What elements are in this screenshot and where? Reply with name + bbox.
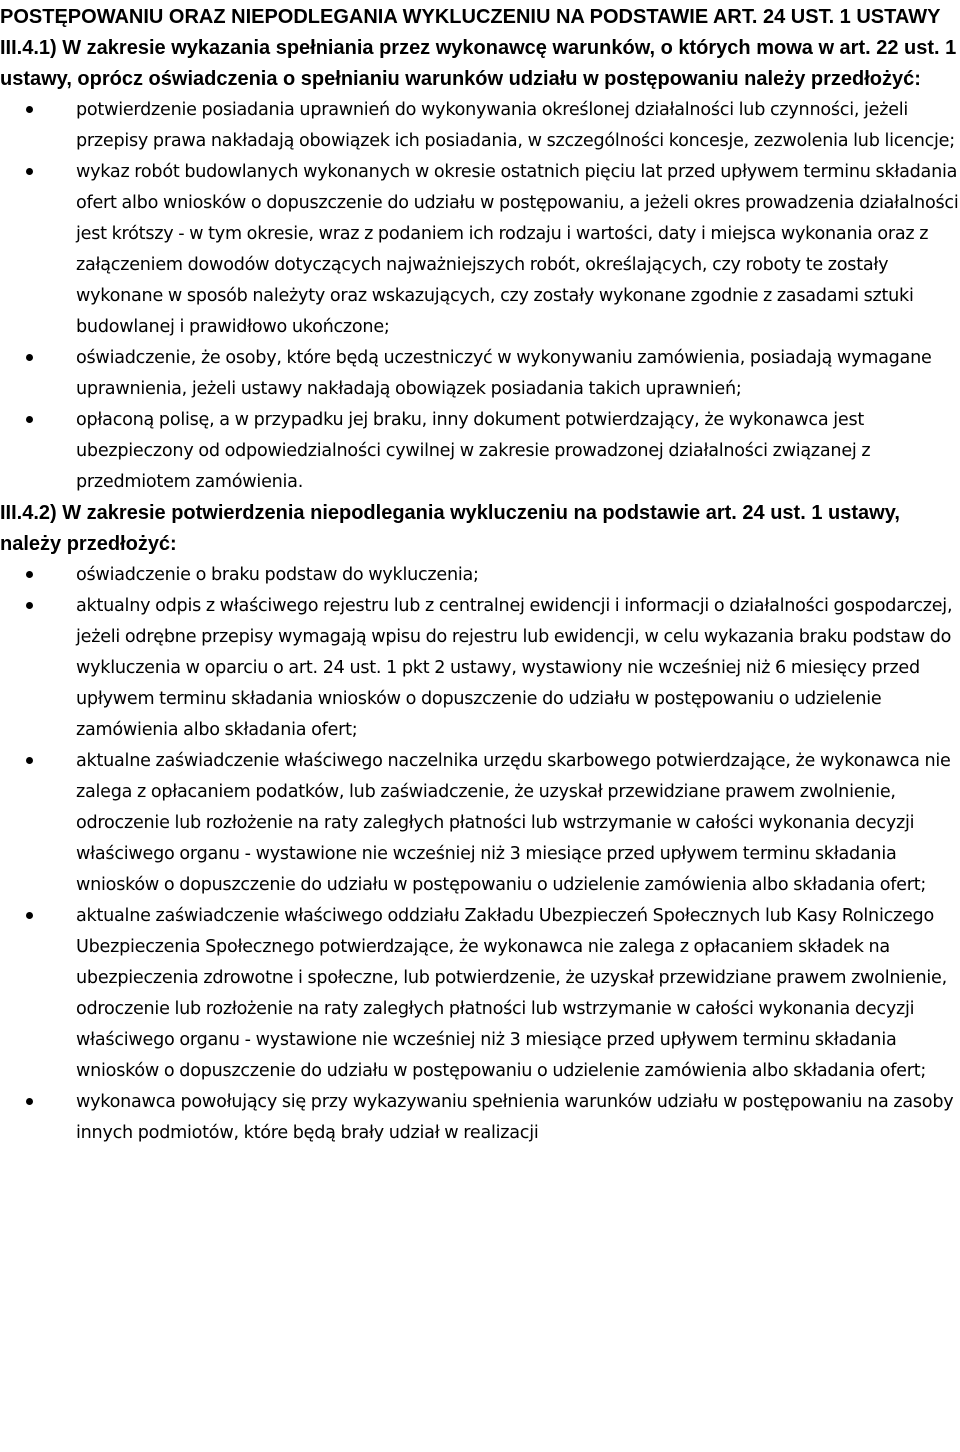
list-item xyxy=(0,560,960,591)
section-2-list xyxy=(0,560,960,1149)
bullet-icon xyxy=(26,106,33,113)
list-item-text: opłaconą polisę, a w przypadku jej braku, inny dokument potwierdzający, że wykonawca jest ubezpieczony od odpowiedzialności cywilnej w zakresie prowadzonej działalności związanej z przedmiotem zamówienia. xyxy=(76,410,871,492)
bullet-icon xyxy=(26,354,33,361)
list-item-text: oświadczenie o braku podstaw do wykluczenia; xyxy=(76,565,479,585)
bullet-icon xyxy=(26,757,33,764)
section-1-heading: POSTĘPOWANIU ORAZ NIEPODLEGANIA WYKLUCZENIU NA PODSTAWIE ART. 24 UST. 1 USTAWY III.4.1) W zakresie wykazania spełniania przez wykonawcę warunków, o których mowa w art. 22 ust. 1 ustawy, oprócz oświadczenia o spełnianiu warunków udziału w postępowaniu należy przedłożyć: xyxy=(0,6,957,90)
list-item xyxy=(0,95,960,157)
bullet-icon xyxy=(26,416,33,423)
list-item-text: potwierdzenie posiadania uprawnień do wykonywania określonej działalności lub czynności, jeżeli przepisy prawa nakładają obowiązek ich posiadania, w szczególności koncesje, zezwolenia lub licencje; xyxy=(76,100,955,151)
section-1-list xyxy=(0,95,960,498)
list-item xyxy=(0,901,960,1087)
section-2-heading: III.4.2) W zakresie potwierdzenia niepodlegania wykluczeniu na podstawie art. 24 ust. 1 ustawy, należy przedłożyć: xyxy=(0,502,900,555)
list-item-text: wykaz robót budowlanych wykonanych w okresie ostatnich pięciu lat przed upływem terminu składania ofert albo wniosków o dopuszczenie do udziału w postępowaniu, a jeżeli okres prowadzenia działalności jest krótszy - w tym okresie, wraz z podaniem ich rodzaju i wartości, daty i miejsca wykonania oraz z załączeniem dowodów dotyczących najważniejszych robót, określających, czy roboty te zostały wykonane w sposób należyty oraz wskazujących, czy zostały wykonane zgodnie z zasadami sztuki budowlanej i prawidłowo ukończone; xyxy=(76,162,959,337)
list-item-text: aktualne zaświadczenie właściwego naczelnika urzędu skarbowego potwierdzające, że wykonawca nie zalega z opłacaniem podatków, lub zaświadczenie, że uzyskał przewidziane prawem zwolnienie, odroczenie lub rozłożenie na raty zaległych płatności lub wstrzymanie w całości wykonania decyzji właściwego organu - wystawione nie wcześniej niż 3 miesiące przed upływem terminu składania wniosków o dopuszczenie do udziału w postępowaniu o udzielenie zamówienia albo składania ofert; xyxy=(76,751,951,895)
list-item xyxy=(0,405,960,498)
bullet-icon xyxy=(26,571,33,578)
bullet-icon xyxy=(26,1098,33,1105)
list-item xyxy=(0,157,960,343)
list-item xyxy=(0,746,960,901)
bullet-icon xyxy=(26,912,33,919)
list-item-text: aktualne zaświadczenie właściwego oddziału Zakładu Ubezpieczeń Społecznych lub Kasy Rolniczego Ubezpieczenia Społecznego potwierdzające, że wykonawca nie zalega z opłacaniem składek na ubezpieczenia zdrowotne i społeczne, lub potwierdzenie, że uzyskał przewidziane prawem zwolnienie, odroczenie lub rozłożenie na raty zaległych płatności lub wstrzymanie w całości wykonania decyzji właściwego organu - wystawione nie wcześniej niż 3 miesiące przed upływem terminu składania wniosków o dopuszczenie do udziału w postępowaniu o udzielenie zamówienia albo składania ofert; xyxy=(76,906,947,1081)
list-item-text: oświadczenie, że osoby, które będą uczestniczyć w wykonywaniu zamówienia, posiadają wymagane uprawnienia, jeżeli ustawy nakładają obowiązek posiadania takich uprawnień; xyxy=(76,348,932,399)
list-item xyxy=(0,1087,960,1149)
bullet-icon xyxy=(26,168,33,175)
list-item xyxy=(0,343,960,405)
bullet-icon xyxy=(26,602,33,609)
list-item xyxy=(0,591,960,746)
list-item-text: wykonawca powołujący się przy wykazywaniu spełnienia warunków udziału w postępowaniu na zasoby innych podmiotów, które będą brały udział w realizacji xyxy=(76,1092,954,1143)
list-item-text: aktualny odpis z właściwego rejestru lub z centralnej ewidencji i informacji o działalności gospodarczej, jeżeli odrębne przepisy wymagają wpisu do rejestru lub ewidencji, w celu wykazania braku podstaw do wykluczenia w oparciu o art. 24 ust. 1 pkt 2 ustawy, wystawiony nie wcześniej niż 6 miesięcy przed upływem terminu składania wniosków o dopuszczenie do udziału w postępowaniu o udzielenie zamówienia albo składania ofert; xyxy=(76,596,953,740)
